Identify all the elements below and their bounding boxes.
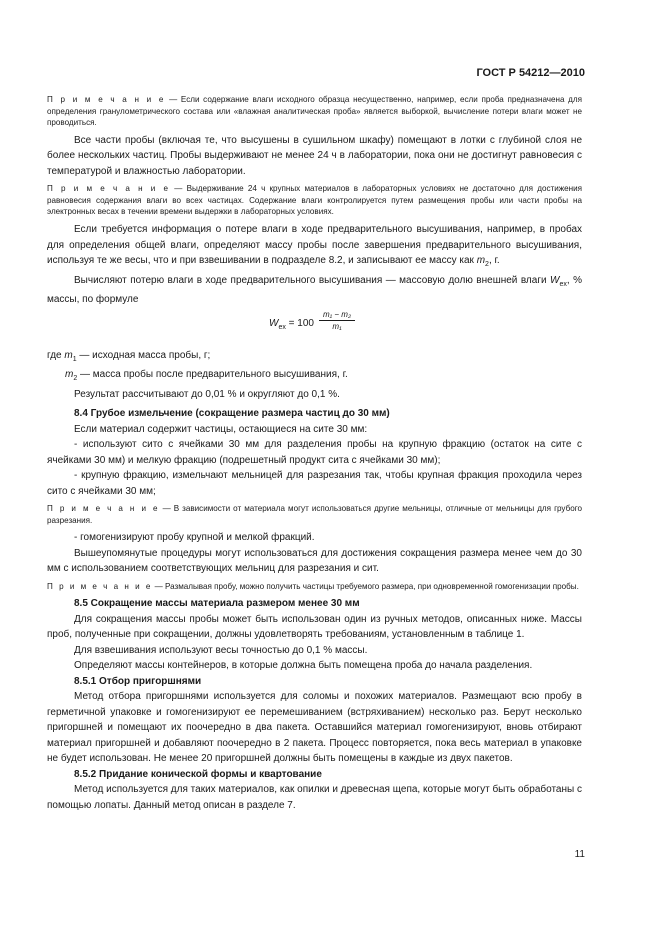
paragraph: Метод используется для таких материалов, как опилки и древесная щепа, которые могут быть обработаны с помощью лопаты. Данный метод описан в разделе 7. xyxy=(47,784,582,811)
paragraph: Вышеупомянутые процедуры могут использоваться для достижения сокращения размера менее чем до 30 мм с использованием соответствующих мельниц для разрезания и сит. xyxy=(47,547,582,575)
page-number: 11 xyxy=(574,849,585,860)
var: m xyxy=(476,255,486,267)
where-line-1: где $m_1$ — исходная масса пробы, г; xyxy=(47,349,211,363)
note-label: П р и м е ч а н и е xyxy=(47,95,166,104)
list-item: - крупную фракцию, измельчают мельницей для разрезания так, чтобы крупная фракция проходила через сито с ячейками 30 мм; xyxy=(47,470,582,497)
formula-numerator: m₁ − m₂ xyxy=(319,310,355,321)
formula xyxy=(47,310,582,344)
paragraph-text: , % массы, по формуле xyxy=(47,274,582,306)
var-sub: 2 xyxy=(485,261,489,269)
formula-fraction xyxy=(319,310,355,331)
note-text: — В зависимости от материала могут использоваться другие мельницы, отличные от мельницы для грубого разрезания. xyxy=(47,504,582,525)
list-item: - гомогенизируют пробу крупной и мелкой фракций. xyxy=(74,532,315,544)
paragraph-text: Вычисляют потерю влаги в ходе предварительного высушивания — массовую долю внешней влаги xyxy=(74,274,551,286)
note-label: П р и м е ч а н и е xyxy=(47,504,160,514)
note-text: — Если содержание влаги исходного образца несущественно, например, если проба предназначена для определения гранулометрического состава или «влажная аналитическая проба» является выборкой, вычисление потери влаги может не проводиться. xyxy=(47,95,583,128)
note-text: — Выдерживание 24 ч крупных материалов в лабораторных условиях не достаточно для достижения равновесия содержания влаги во всех частицах. Содержание влаги контролируется путем размещения пробы или части пробы на электронных весах в течении времени выдержки в лабораторных условиях. xyxy=(47,184,583,217)
section-heading: 8.4 Грубое измельчение (сокращение размера частиц до 30 мм) xyxy=(74,408,390,420)
paragraph: Результат рассчитывают до 0,01 % и округляют до 0,1 %. xyxy=(74,388,340,400)
where-line-2: $m_2$ — масса пробы после предварительного высушивания, г. xyxy=(65,369,348,383)
note-label: П р и м е ч а н и е xyxy=(47,581,153,591)
paragraph-text: Если требуется информация о потере влаги в ходе предварительного высушивания, например, в пробах для определения общей влаги, определяют массу пробы после завершения предварительного высушивания, используя те же весы, что и при взвешивании в подразделе 8.2, и записывают ее массу как xyxy=(47,224,582,267)
var-sub: ex xyxy=(559,280,567,288)
document-header: ГОСТ Р 54212—2010 xyxy=(476,67,585,79)
note-4 xyxy=(47,581,582,593)
note-text: — Размалывая пробу, можно получить частицы требуемого размера, при одновременной гомогенизации пробы. xyxy=(154,581,579,591)
note-1 xyxy=(47,94,582,129)
paragraph: Все части пробы (включая те, что высушены в сушильном шкафу) помещают в лотки с глубиной слоя не более нескольких частиц. Пробы выдерживают не менее 24 ч в лаборатории, пока они не достигнут равновесия с температурой и влажностью лаборатории. xyxy=(47,134,582,177)
subsection-heading: 8.5.1 Отбор пригоршнями xyxy=(74,675,202,687)
paragraph: Для сокращения массы пробы может быть использован один из ручных методов, описанных ниже. Массы проб, полученные при сокращении, должны удовлетворять требованиям, установленным в таблице 1. xyxy=(47,613,582,641)
subsection-heading: 8.5.2 Придание конической формы и квартование xyxy=(74,768,322,780)
var: W xyxy=(269,317,279,329)
var: W xyxy=(550,274,560,286)
paragraph xyxy=(47,273,582,308)
paragraph: Метод отбора пригоршнями используется для соломы и похожих материалов. Размещают всю пробу в герметичной упаковке и гомогенизируют ее перемешиванием (встряхиванием) несколько раз. Берут несколько пригоршней и помещают их поочередно в два пакета. Оставшийся материал гомогенизируют, вновь отбирают материал пригоршней и добавляют поочередно в 2 пакета. Процесс повторяется, пока весь материал в упаковке не будет использован. Не менее 20 пригоршней должны быть помещены в каждые из двух пакетов. xyxy=(47,691,582,765)
note-3 xyxy=(47,503,582,526)
note-2 xyxy=(47,183,582,218)
formula-lhs xyxy=(269,318,314,331)
formula-denominator: m₁ xyxy=(332,321,342,331)
list-item: - используют сито с ячейками 30 мм для разделения пробы на крупную фракцию (остаток на сите с ячейками 30 мм) и мелкую фракцию (подрешетный продукт сита с ячейками 30 мм); xyxy=(47,439,582,466)
paragraph: Определяют массы контейнеров, в которые должна быть помещена проба до начала разделения. xyxy=(74,660,533,672)
paragraph: Для взвешивания используют весы точностью до 0,1 % массы. xyxy=(74,644,368,656)
paragraph: Если материал содержит частицы, остающиеся на сите 30 мм: xyxy=(74,423,368,435)
document-body xyxy=(47,94,582,813)
note-label: П р и м е ч а н и е xyxy=(47,184,171,194)
paragraph xyxy=(47,222,582,273)
formula-eq: = 100 xyxy=(288,317,314,329)
paragraph-text: , г. xyxy=(488,255,500,267)
var-sub: ex xyxy=(278,323,286,331)
section-heading: 8.5 Сокращение массы материала размером менее 30 мм xyxy=(74,598,360,610)
